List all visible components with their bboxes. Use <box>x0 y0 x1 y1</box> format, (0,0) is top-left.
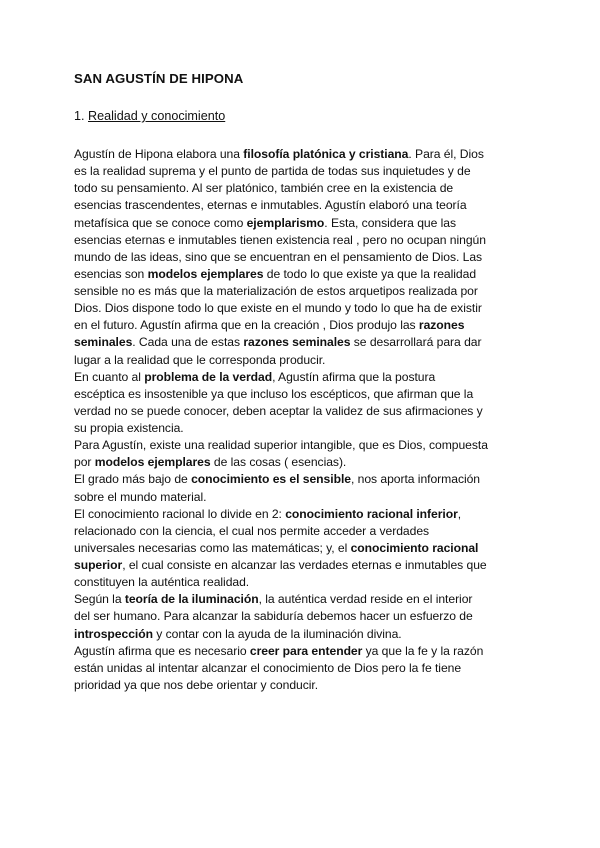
text-line <box>74 197 534 214</box>
text-line <box>74 454 534 471</box>
bold-term: problema de la verdad <box>144 369 273 384</box>
text-run: de todo lo que existe ya que la realidad <box>263 266 477 281</box>
text-line <box>74 317 534 334</box>
text-run: . Esta, considera que las <box>324 215 456 230</box>
text-line <box>74 660 534 677</box>
bold-term: introspección <box>74 626 153 641</box>
text-run: esencias eternas e inmutables tienen existencia real , pero no ocupan ningún <box>74 232 486 247</box>
text-run: esencias trascendentes, eternas e inmutables. Agustín elaboró una teoría <box>74 198 467 213</box>
text-line <box>74 249 534 266</box>
text-line <box>74 180 534 197</box>
text-run: de las cosas ( esencias). <box>210 455 347 470</box>
paragraph <box>74 369 534 438</box>
text-line <box>74 386 534 403</box>
text-run: todo su pensamiento. Al ser platónico, también cree en la existencia de <box>74 181 454 196</box>
text-run: constituyen la auténtica realidad. <box>74 575 250 590</box>
text-line <box>74 215 534 232</box>
text-line <box>74 283 534 300</box>
section-number: 1. <box>74 109 85 123</box>
text-run: por <box>74 455 95 470</box>
text-run: Agustín afirma que es necesario <box>74 643 250 658</box>
text-run: Dios. Dios dispone todo lo que existe en el mundo y todo lo que ha de existir <box>74 301 482 316</box>
text-run: en el futuro. Agustín afirma que en la creación , Dios produjo las <box>74 318 419 333</box>
text-run: , el cual consiste en alcanzar las verdades eternas e inmutables que <box>122 558 487 572</box>
text-line <box>74 626 534 643</box>
text-run: El conocimiento racional lo divide en 2: <box>74 506 286 521</box>
text-line <box>74 643 534 660</box>
text-line <box>74 591 534 608</box>
text-line <box>74 369 534 386</box>
text-run: verdad no se puede conocer, deben aceptar la validez de sus afirmaciones y <box>74 403 483 418</box>
paragraph <box>74 643 534 694</box>
paragraph <box>74 506 534 592</box>
bold-term: razones seminales <box>243 335 351 350</box>
text-run: mundo de las ideas, sino que se encuentran en el pensamiento de Dios. Las <box>74 249 483 264</box>
text-line <box>74 352 534 369</box>
bold-term: seminales <box>74 335 133 350</box>
text-run: escéptica es insostenible ya que incluso los escépticos, que afirman que la <box>74 386 474 401</box>
bold-term: conocimiento racional <box>350 540 479 555</box>
bold-term: teoría de la iluminación <box>124 592 259 607</box>
text-line <box>74 523 534 540</box>
text-run: se desarrollará para dar <box>350 335 482 350</box>
text-line <box>74 677 534 694</box>
text-run: , <box>457 506 462 521</box>
paragraph <box>74 146 534 369</box>
text-run: prioridad ya que nos debe orientar y conducir. <box>74 677 319 692</box>
text-run: del ser humano. Para alcanzar la sabiduría debemos hacer un esfuerzo de <box>74 609 473 624</box>
text-run: Para Agustín, existe una realidad superior intangible, que es Dios, compuesta <box>74 438 488 453</box>
text-line <box>74 334 534 351</box>
text-line <box>74 489 534 506</box>
bold-term: modelos ejemplares <box>94 455 211 470</box>
text-run: Según la <box>74 592 125 607</box>
text-run: sobre el mundo material. <box>74 489 207 504</box>
text-run: , Agustín afirma que la postura <box>272 369 436 384</box>
text-line <box>74 403 534 420</box>
body-text <box>74 146 534 694</box>
text-run: están unidas al intentar alcanzar el conocimiento de Dios pero la fe tiene <box>74 660 462 675</box>
bold-term: superior <box>74 558 123 572</box>
text-run: , la auténtica verdad reside en el interior <box>258 592 473 607</box>
text-line <box>74 471 534 488</box>
text-line <box>74 300 534 317</box>
text-run: y contar con la ayuda de la iluminación divina. <box>152 626 402 641</box>
text-line <box>74 557 534 574</box>
text-line <box>74 146 534 163</box>
paragraph <box>74 591 534 642</box>
bold-term: modelos ejemplares <box>147 266 264 281</box>
text-run: . Cada una de estas <box>132 335 244 350</box>
section-title: Realidad y conocimiento <box>88 109 226 123</box>
bold-term: filosofía platónica y cristiana <box>243 147 409 161</box>
section-heading <box>74 109 225 123</box>
text-run: Agustín de Hipona elabora una <box>74 147 244 161</box>
text-run: metafísica que se conoce como <box>74 215 247 230</box>
text-run: En cuanto al <box>74 369 145 384</box>
text-run: . Para él, Dios <box>408 147 484 161</box>
bold-term: creer para entender <box>249 643 363 658</box>
bold-term: conocimiento racional inferior <box>285 506 458 521</box>
text-run: esencias son <box>74 266 148 281</box>
text-run: universales necesarias como las matemáticas; y, el <box>74 540 351 555</box>
text-run: su propia existencia. <box>74 421 184 435</box>
text-line <box>74 540 534 557</box>
text-line <box>74 506 534 523</box>
text-run: relacionado con la ciencia, el cual nos permite acceder a verdades <box>74 523 430 538</box>
text-run: es la realidad suprema y el punto de partida de todas sus inquietudes y de <box>74 164 471 179</box>
text-line <box>74 232 534 249</box>
text-run: sensible no es más que la materialización de estos arquetipos realizada por <box>74 284 478 298</box>
text-run: El grado más bajo de <box>74 472 192 487</box>
text-line <box>74 163 534 180</box>
paragraph <box>74 437 534 471</box>
text-line <box>74 420 534 437</box>
bold-term: razones <box>418 318 465 333</box>
text-run: , nos aporta información <box>350 472 481 487</box>
bold-term: conocimiento es el sensible <box>191 472 351 487</box>
text-line <box>74 574 534 591</box>
document-title: SAN AGUSTÍN DE HIPONA <box>74 71 244 86</box>
text-line <box>74 608 534 625</box>
text-line <box>74 266 534 283</box>
text-line <box>74 437 534 454</box>
text-run: ya que la fe y la razón <box>362 643 484 658</box>
text-run: lugar a la realidad que le corresponda producir. <box>74 352 326 367</box>
bold-term: ejemplarismo <box>246 215 325 230</box>
paragraph <box>74 471 534 505</box>
